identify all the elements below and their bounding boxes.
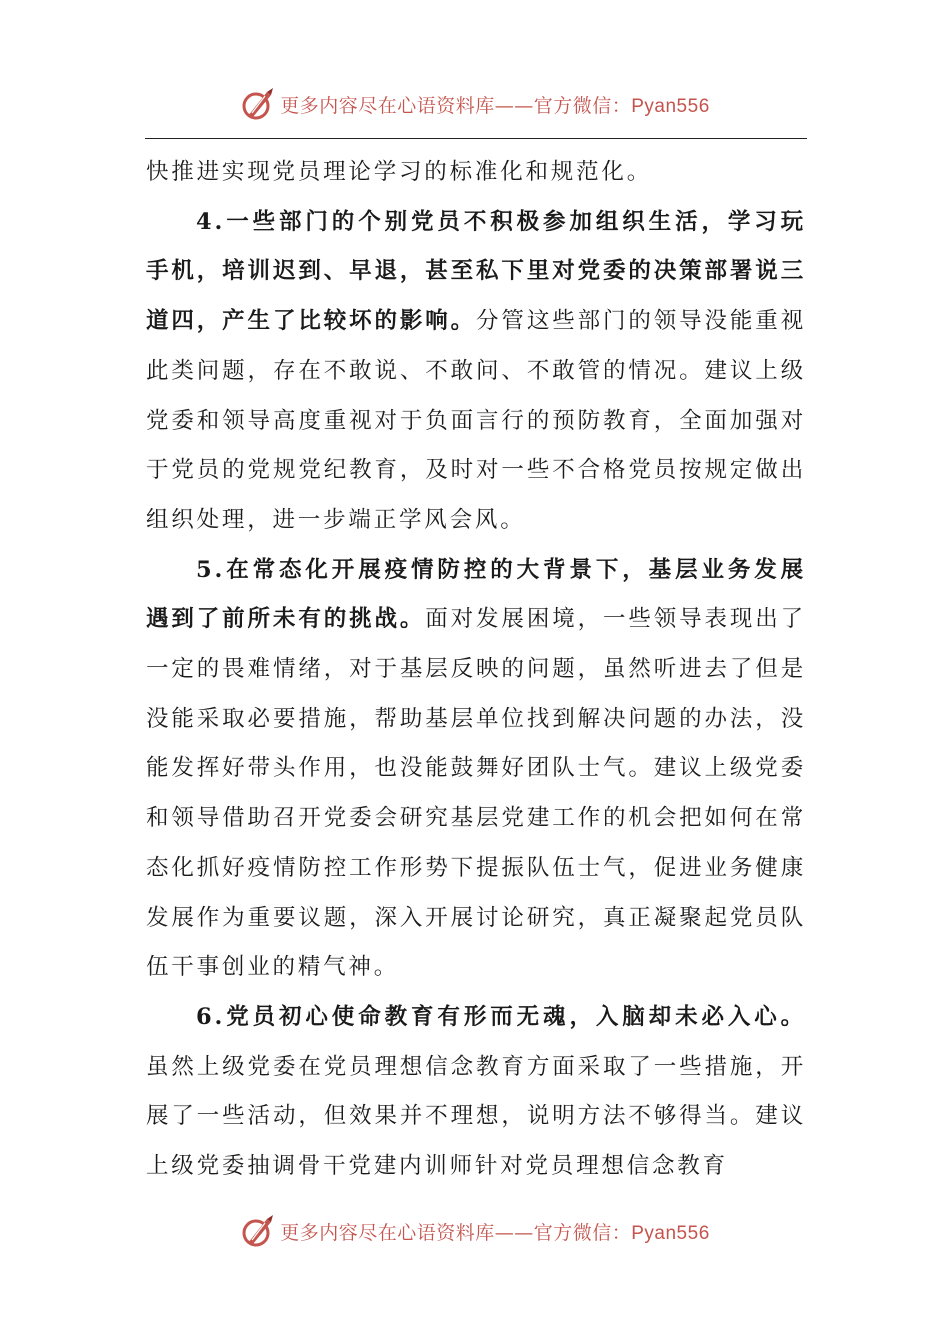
footer-dash: —— bbox=[494, 1221, 534, 1244]
banner-dash: —— bbox=[494, 94, 534, 117]
banner-wechat-label: 官方微信： bbox=[533, 94, 632, 117]
item-4-text: 分管这些部门的领导没能重视此类问题，存在不敢说、不敢问、不敢管的情况。建议上级党委和领导高度重视对于负面言行的预防教育，全面加强对于党员的党规党纪教育，及时对一些不合格党员按规定做出组织处理，进一步端正学风会风。 bbox=[146, 308, 806, 533]
banner-wechat-id: Pyan556 bbox=[631, 95, 710, 117]
paragraph-item-5 bbox=[146, 546, 806, 993]
item-5-text: 面对发展困境，一些领导表现出了一定的畏难情绪，对于基层反映的问题，虽然听进去了但是没能采取必要措施，帮助基层单位找到解决问题的办法，没能发挥好带头作用，也没能鼓舞好团队士气。建议上级党委和领导借助召开党委会研究基层党建工作的机会把如何在常态化抓好疫情防控工作形势下提振队伍士气，促进业务健康发展作为重要议题，深入开展讨论研究，真正凝聚起党员队伍干事创业的精气神。 bbox=[146, 606, 806, 981]
footer-wechat-id: Pyan556 bbox=[631, 1222, 710, 1244]
footer-banner-text bbox=[280, 1218, 710, 1245]
document-body bbox=[146, 148, 806, 1192]
quill-pen-logo-icon bbox=[240, 86, 276, 122]
header-banner bbox=[0, 84, 950, 124]
item-4-heading: 4.一些部门的个别党员不积极参加组织生活，学习玩手机，培训迟到、早退，甚至私下里对党委的决策部署说三道四，产生了比较坏的影响。 bbox=[146, 208, 806, 335]
item-5-heading: 5.在常态化开展疫情防控的大背景下，基层业务发展遇到了前所未有的挑战。 bbox=[146, 556, 806, 633]
header-divider bbox=[145, 138, 807, 139]
quill-pen-logo-icon bbox=[240, 1213, 276, 1249]
banner-text bbox=[280, 91, 710, 118]
footer-banner bbox=[0, 1211, 950, 1251]
paragraph-continued: 快推进实现党员理论学习的标准化和规范化。 bbox=[146, 159, 653, 185]
item-6-text: 虽然上级党委在党员理想信念教育方面采取了一些措施，开展了一些活动，但效果并不理想，说明方法不够得当。建议上级党委抽调骨干党建内训师针对党员理想信念教育 bbox=[146, 1053, 806, 1180]
footer-site-text: 更多内容尽在心语资料库 bbox=[280, 1221, 495, 1244]
banner-site-text: 更多内容尽在心语资料库 bbox=[280, 94, 495, 117]
paragraph-item-6 bbox=[146, 993, 806, 1192]
footer-wechat-label: 官方微信： bbox=[533, 1221, 632, 1244]
paragraph-item-4 bbox=[146, 198, 806, 546]
item-6-heading: 6.党员初心使命教育有形而无魂，入脑却未必入心。 bbox=[196, 1003, 806, 1030]
